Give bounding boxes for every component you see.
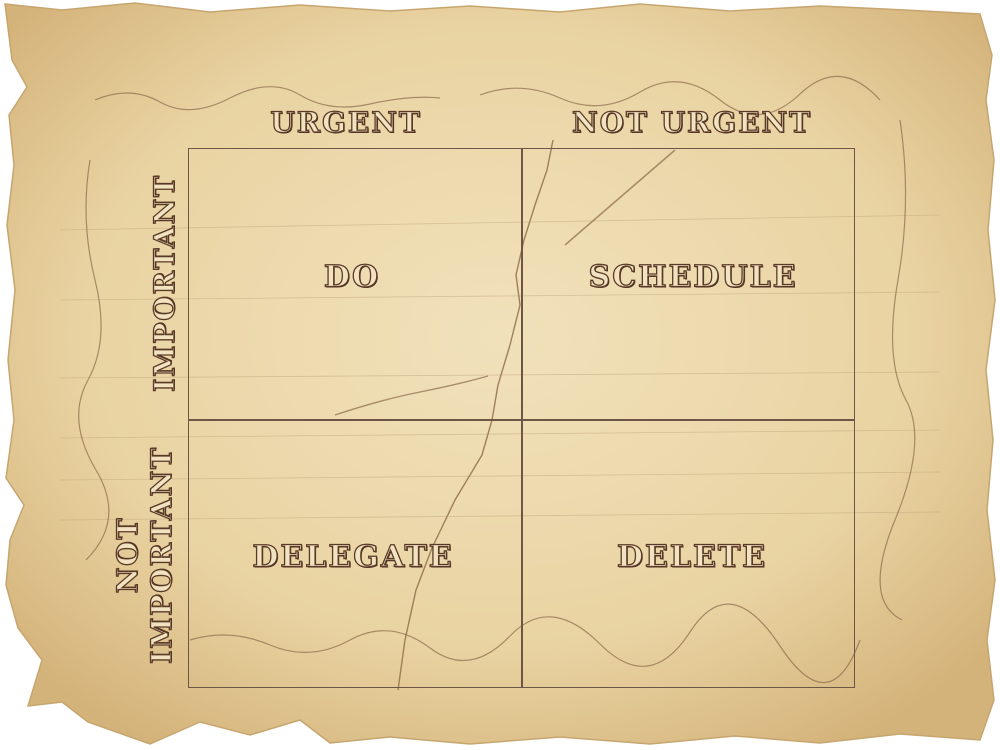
column-header-not-urgent: NOT URGENT [572, 106, 812, 139]
quadrant-delegate: DELEGATE [252, 539, 454, 575]
column-header-urgent: URGENT [270, 106, 422, 139]
row-header-not-important-line2: IMPORTANT [145, 446, 178, 664]
row-header-important-text: IMPORTANT [148, 174, 181, 392]
grid-horizontal-divider [189, 419, 854, 421]
grid-vertical-divider [521, 149, 523, 687]
quadrant-delete: DELETE [616, 539, 768, 575]
row-header-not-important-line1: NOT [111, 516, 144, 594]
row-header-not-important [111, 446, 179, 664]
quadrant-do: DO [323, 259, 381, 295]
eisenhower-matrix-grid [188, 148, 855, 688]
row-header-important [148, 174, 182, 392]
quadrant-schedule: SCHEDULE [588, 259, 798, 295]
